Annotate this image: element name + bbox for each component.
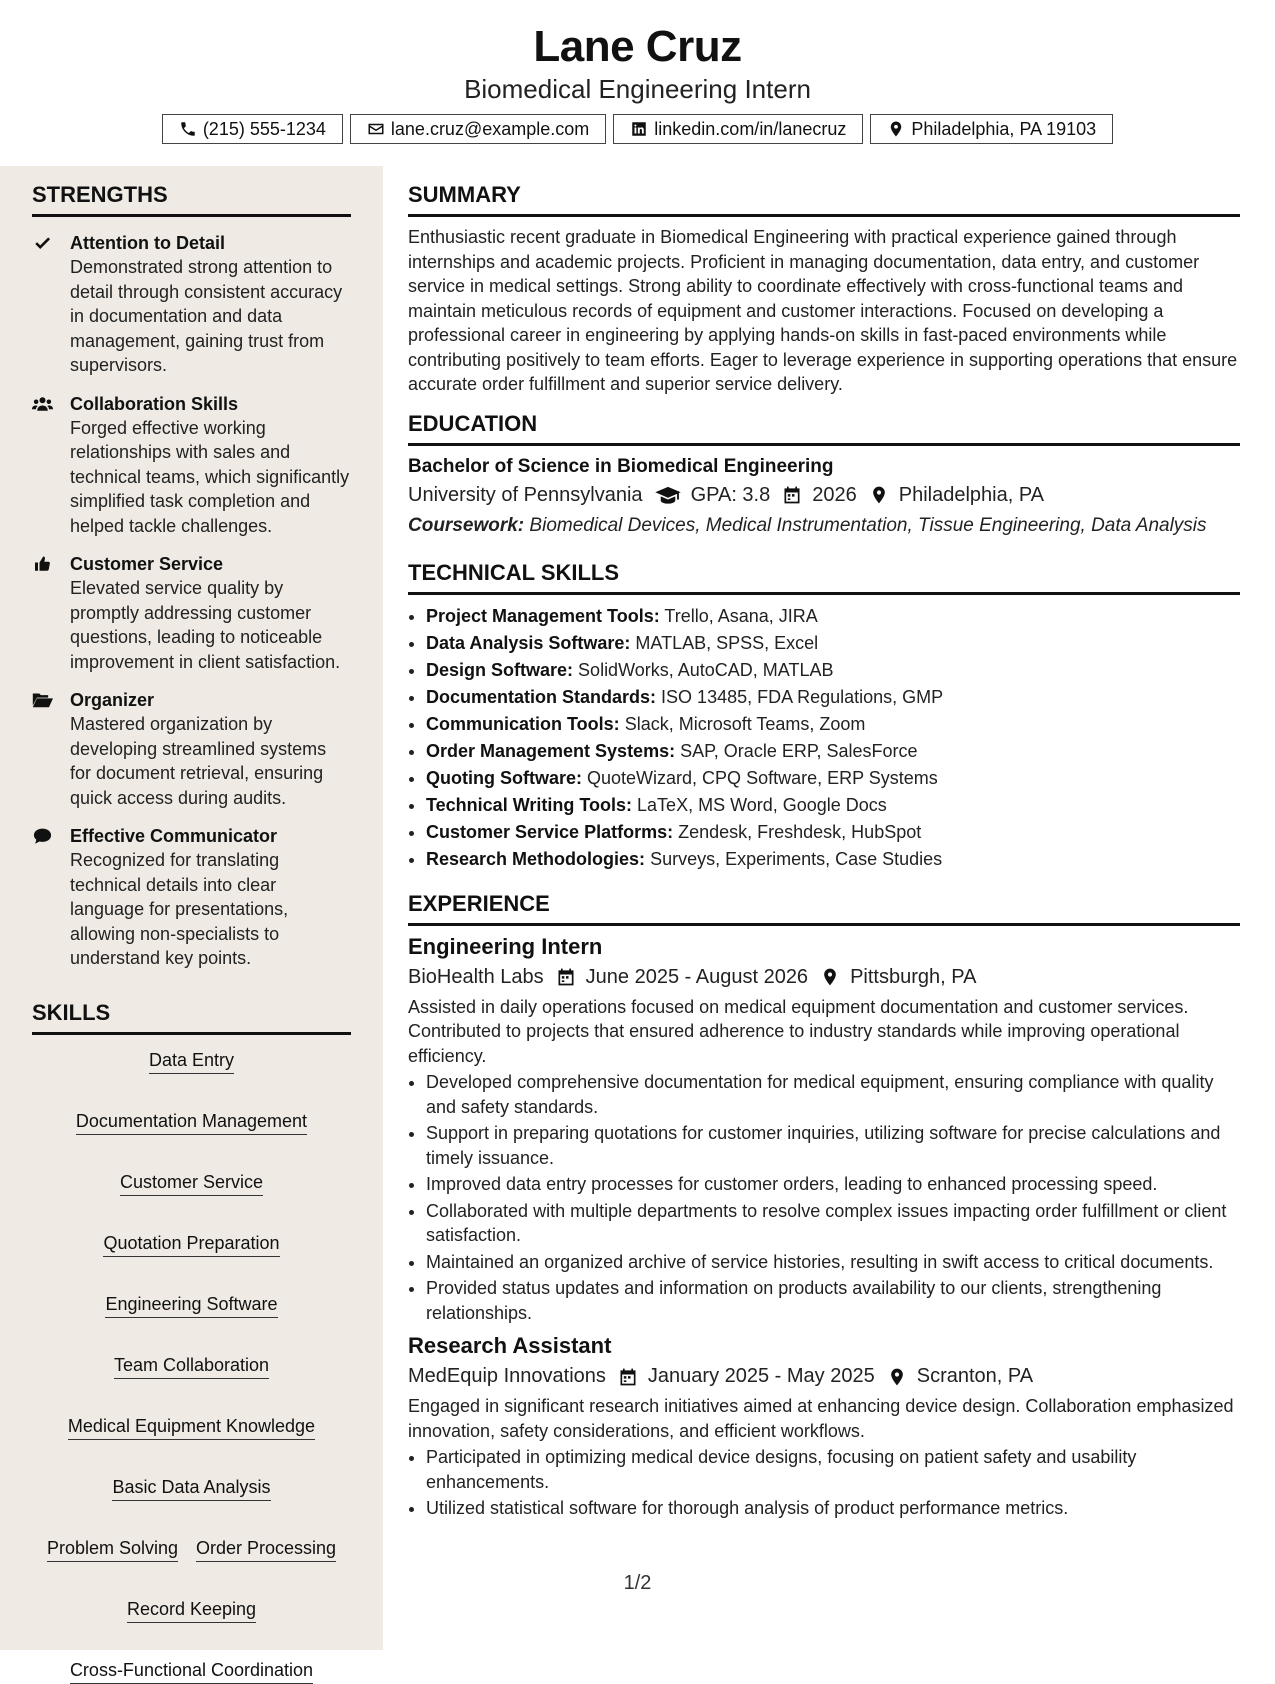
school-name: University of Pennsylvania <box>408 483 643 506</box>
map-pin-icon <box>808 967 850 987</box>
linkedin-icon <box>630 120 648 138</box>
job-bullets <box>408 1445 1240 1521</box>
main-content <box>408 182 1240 1521</box>
summary-heading: SUMMARY <box>408 182 1240 217</box>
skill-tag: Problem Solving <box>47 1537 178 1562</box>
strength-description: Recognized for translating technical details into clear language for presentations, allowing non-specialists to understand key points. <box>70 850 289 968</box>
envelope-icon <box>367 120 385 138</box>
list-item <box>426 630 1240 657</box>
education-heading: EDUCATION <box>408 411 1240 446</box>
skill-category: Design Software: <box>426 659 574 680</box>
contact-location-text: Philadelphia, PA 19103 <box>911 118 1097 139</box>
job-title: Research Assistant <box>408 1333 612 1358</box>
skill-category: Research Methodologies: <box>426 848 646 869</box>
skill-values: Slack, Microsoft Teams, Zoom <box>624 713 866 734</box>
strength-item <box>32 688 351 810</box>
strength-title: Collaboration Skills <box>70 393 239 414</box>
strengths-heading: STRENGTHS <box>32 182 351 217</box>
folder-open-icon <box>32 688 70 810</box>
skills-heading: SKILLS <box>32 1000 351 1035</box>
list-item <box>426 657 1240 684</box>
graduation-cap-icon <box>643 485 691 505</box>
candidate-title: Biomedical Engineering Intern <box>464 74 811 104</box>
company-name: MedEquip Innovations <box>408 1365 606 1387</box>
map-pin-icon <box>887 120 905 138</box>
strength-item <box>32 824 351 971</box>
coursework <box>408 513 1240 538</box>
strength-title: Attention to Detail <box>70 233 225 253</box>
skill-tag: Quotation Preparation <box>103 1232 279 1257</box>
strength-description: Forged effective working relationships with sales and technical teams, which significantly simplified task completion and helped tackle challenges. <box>70 417 350 536</box>
education-section <box>408 411 1240 538</box>
skill-values: Surveys, Experiments, Case Studies <box>650 848 943 869</box>
contact-bar <box>0 114 1275 144</box>
contact-email-text: lane.cruz@example.com <box>390 118 590 139</box>
skill-tag: Customer Service <box>120 1171 263 1196</box>
list-item <box>426 711 1240 738</box>
skill-tag: Order Processing <box>196 1537 336 1562</box>
list-item: • Improved data entry processes for customer orders, leading to enhanced processing speed. <box>426 1172 1240 1197</box>
skill-category: Project Management Tools: <box>426 605 660 626</box>
list-item: • Participated in optimizing medical device designs, focusing on patient safety and usability enhancements. <box>426 1445 1240 1494</box>
map-pin-icon <box>857 485 899 505</box>
contact-linkedin[interactable] <box>613 114 863 144</box>
list-item: • Support in preparing quotations for customer inquiries, utilizing software for precise calculations and timely issuance. <box>426 1121 1240 1170</box>
skill-category: Documentation Standards: <box>426 686 657 707</box>
skill-tag: Cross-Functional Coordination <box>70 1659 313 1684</box>
skill-values: SAP, Oracle ERP, SalesForce <box>680 740 918 761</box>
speech-bubble-icon <box>32 824 70 971</box>
users-icon <box>32 392 70 539</box>
skill-category: Data Analysis Software: <box>426 632 631 653</box>
skill-tag: Documentation Management <box>76 1110 307 1135</box>
coursework-list: Biomedical Devices, Medical Instrumentation, Tissue Engineering, Data Analysis <box>529 514 1207 536</box>
sidebar <box>0 166 383 1680</box>
skill-values: MATLAB, SPSS, Excel <box>635 632 819 653</box>
skill-tag: Data Entry <box>149 1049 234 1074</box>
list-item: • Collaborated with multiple departments to resolve complex issues impacting order fulfillment or client satisfaction. <box>426 1199 1240 1248</box>
strength-description: Mastered organization by developing streamlined systems for document retrieval, ensuring quick access during audits. <box>70 714 327 808</box>
skill-category: Communication Tools: <box>426 713 620 734</box>
skill-tag: Team Collaboration <box>114 1354 269 1379</box>
technical-skills-list <box>408 603 1240 873</box>
skill-tag: Engineering Software <box>105 1293 277 1318</box>
job-location: Pittsburgh, PA <box>850 965 977 988</box>
summary-text: Enthusiastic recent graduate in Biomedical Engineering with practical experience gained through internships and academic projects. Proficient in managing documentation, data entry, and customer service in medical settings. Strong ability to coordinate effectively with cross-functional teams and maintain meticulous records of equipment and customer interactions. Focused on developing a professional career in engineering by applying hands-on skills in fast-paced environments while contributing positively to team efforts. Eager to leverage experience in supporting operations that ensure accurate order fulfillment and superior service delivery. <box>408 227 1238 394</box>
skill-values: SolidWorks, AutoCAD, MATLAB <box>578 659 834 680</box>
job-description: Engaged in significant research initiatives aimed at enhancing device design. Collaboration emphasized innovation, safety considerations, and efficient workflows. <box>408 1396 1234 1441</box>
technical-skills-heading: TECHNICAL SKILLS <box>408 560 1240 595</box>
education-meta <box>408 484 1240 507</box>
job-entry <box>408 934 1240 1326</box>
strengths-section <box>32 182 351 971</box>
strength-item <box>32 392 351 539</box>
degree-title: Bachelor of Science in Biomedical Engineering <box>408 455 834 477</box>
list-item <box>426 846 1240 873</box>
skill-tag: Medical Equipment Knowledge <box>68 1415 315 1440</box>
checkmark-icon <box>32 231 70 378</box>
list-item <box>426 792 1240 819</box>
job-title: Engineering Intern <box>408 933 603 959</box>
skill-tag: Basic Data Analysis <box>112 1476 270 1501</box>
map-pin-icon <box>875 1367 917 1387</box>
calendar-icon <box>606 1367 648 1387</box>
list-item <box>426 684 1240 711</box>
contact-email[interactable] <box>350 114 606 144</box>
contact-phone-text: (215) 555-1234 <box>202 118 326 139</box>
strength-item <box>32 231 351 378</box>
job-dates: January 2025 - May 2025 <box>647 1365 875 1387</box>
strength-title: Customer Service <box>70 554 224 574</box>
experience-heading: EXPERIENCE <box>408 891 1240 926</box>
skill-values: Zendesk, Freshdesk, HubSpot <box>678 821 922 842</box>
list-item <box>426 738 1240 765</box>
contact-linkedin-text: linkedin.com/in/lanecruz <box>654 118 847 139</box>
skill-tag: Record Keeping <box>127 1598 256 1623</box>
gpa: GPA: 3.8 <box>690 483 771 506</box>
job-entry <box>408 1333 1240 1521</box>
school-location: Philadelphia, PA <box>898 483 1045 506</box>
job-location: Scranton, PA <box>916 1365 1034 1387</box>
company-name: BioHealth Labs <box>408 965 544 988</box>
skill-values: Trello, Asana, JIRA <box>664 605 818 626</box>
thumbs-up-icon <box>32 552 70 674</box>
strength-title: Organizer <box>70 690 155 710</box>
graduation-year: 2026 <box>812 483 857 506</box>
skill-category: Technical Writing Tools: <box>426 794 633 815</box>
job-description: Assisted in daily operations focused on medical equipment documentation and customer services. Contributed to projects that ensured adherence to industry standards while improving operational efficiency. <box>408 996 1189 1066</box>
skill-category: Quoting Software: <box>426 767 582 788</box>
skill-values: QuoteWizard, CPQ Software, ERP Systems <box>587 767 938 788</box>
calendar-icon <box>544 967 586 987</box>
contact-location <box>870 114 1113 144</box>
strength-item <box>32 552 351 674</box>
skill-category: Customer Service Platforms: <box>426 821 674 842</box>
strength-description: Demonstrated strong attention to detail through consistent accuracy in documentation and data management, gaining trust from supervisors. <box>70 257 343 375</box>
list-item <box>426 819 1240 846</box>
summary-section <box>408 182 1240 397</box>
strength-description: Elevated service quality by promptly addressing customer questions, leading to noticeable improvement in client satisfaction. <box>70 578 341 672</box>
list-item <box>426 603 1240 630</box>
resume-header <box>0 0 1275 166</box>
candidate-name: Lane Cruz <box>533 22 742 71</box>
skill-values: ISO 13485, FDA Regulations, GMP <box>661 686 944 707</box>
calendar-icon <box>770 485 812 505</box>
skill-values: LaTeX, MS Word, Google Docs <box>637 794 887 815</box>
job-dates: June 2025 - August 2026 <box>585 965 809 988</box>
page-number: 1/2 <box>623 1572 652 1594</box>
list-item: • Provided status updates and information on products availability to our clients, strengthening relationships. <box>426 1276 1240 1325</box>
coursework-label: Coursework: <box>408 514 525 536</box>
job-meta <box>408 966 1240 989</box>
phone-icon <box>179 120 197 138</box>
strength-title: Effective Communicator <box>70 826 278 846</box>
list-item <box>426 765 1240 792</box>
technical-skills-section <box>408 560 1240 873</box>
skill-category: Order Management Systems: <box>426 740 676 761</box>
list-item: • Utilized statistical software for thorough analysis of product performance metrics. <box>426 1496 1240 1521</box>
job-bullets <box>408 1070 1240 1325</box>
list-item: • Developed comprehensive documentation for medical equipment, ensuring compliance with quality and safety standards. <box>426 1070 1240 1119</box>
contact-phone[interactable] <box>162 114 343 144</box>
experience-section <box>408 891 1240 1521</box>
job-meta <box>408 1365 1240 1388</box>
list-item: • Maintained an organized archive of service histories, resulting in swift access to critical documents. <box>426 1250 1240 1275</box>
